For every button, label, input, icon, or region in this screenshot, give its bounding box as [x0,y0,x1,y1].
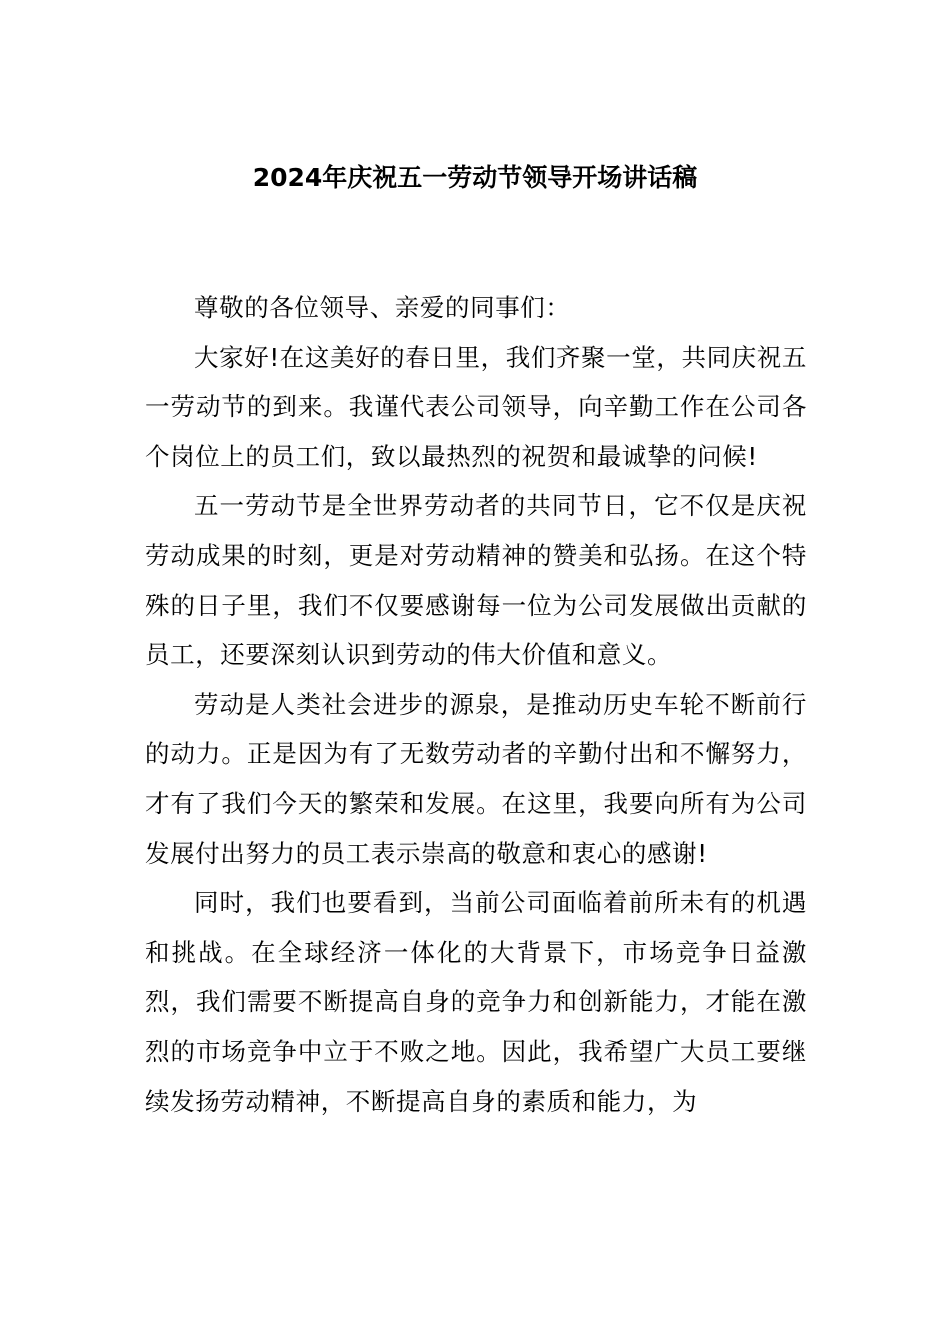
salutation: 尊敬的各位领导、亲爱的同事们： [194,293,571,322]
paragraph: 劳动是人类社会进步的源泉，是推动历史车轮不断前行的动力。正是因为有了无数劳动者的辛勤付出和不懈努力，才有了我们今天的繁荣和发展。在这里，我要向所有为公司发展付出努力的员工表示崇高的敬意和衷心的感谢! [145,689,807,868]
document-body [145,283,807,1126]
page-title: 2024年庆祝五一劳动节领导开场讲话稿 [252,163,698,192]
paragraph: 同时，我们也要看到，当前公司面临着前所未有的机遇和挑战。在全球经济一体化的大背景下，市场竞争日益激烈，我们需要不断提高自身的竞争力和创新能力，才能在激烈的市场竞争中立于不败之地。因此，我希望广大员工要继续发扬劳动精神，不断提高自身的素质和能力，为 [145,888,807,1116]
paragraph: 五一劳动节是全世界劳动者的共同节日，它不仅是庆祝劳动成果的时刻，更是对劳动精神的赞美和弘扬。在这个特殊的日子里，我们不仅要感谢每一位为公司发展做出贡献的员工，还要深刻认识到劳动的伟大价值和意义。 [145,491,807,670]
paragraph: 大家好!在这美好的春日里，我们齐聚一堂，共同庆祝五一劳动节的到来。我谨代表公司领导，向辛勤工作在公司各个岗位上的员工们，致以最热烈的祝贺和最诚挚的问候! [145,342,807,471]
